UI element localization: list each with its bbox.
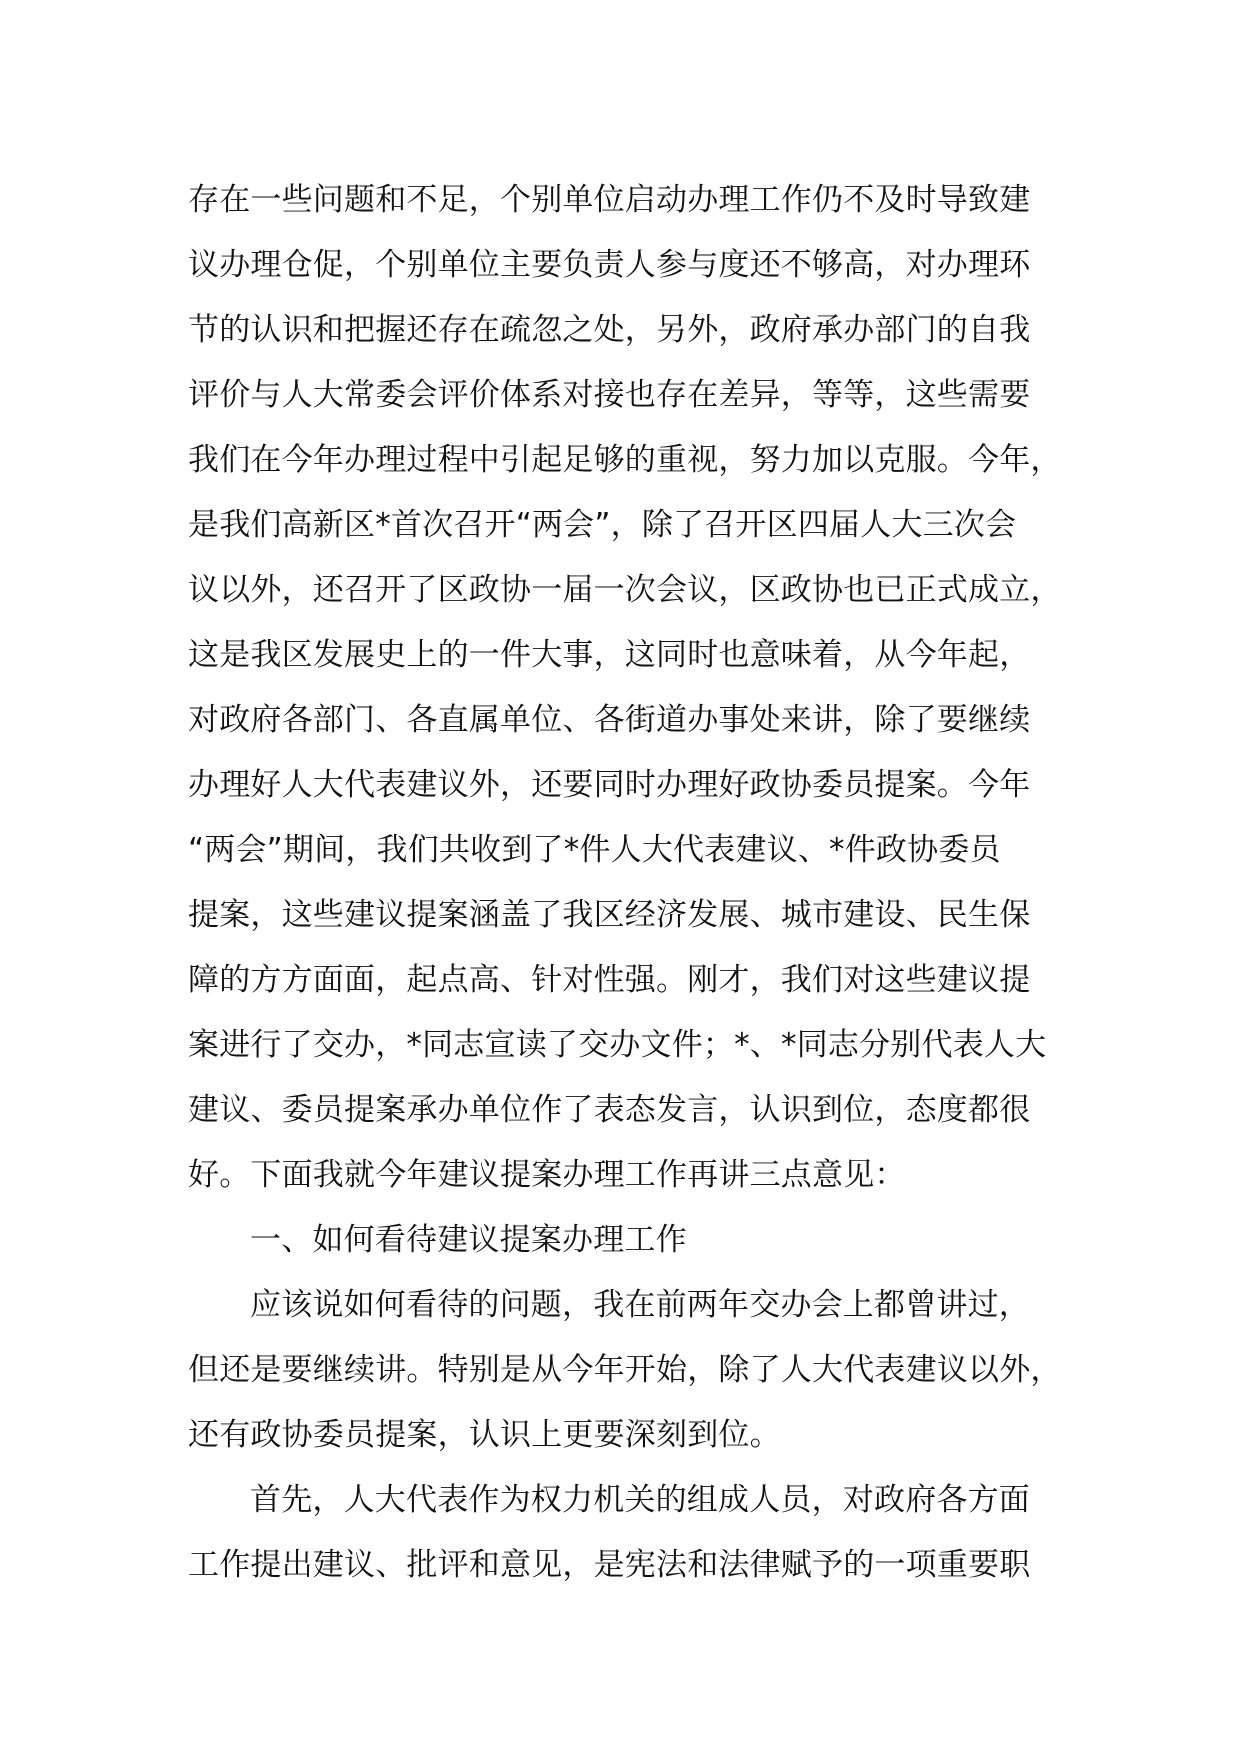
text-line: 首先，人大代表作为权力机关的组成人员，对政府各方面 — [250, 1482, 1030, 1518]
text-line: 是我们高新区*首次召开“两会”，除了召开区四届人大三次会 — [188, 507, 1017, 543]
text-line: 还有政协委员提案，认识上更要深刻到位。 — [188, 1417, 781, 1453]
text-line: 议以外，还召开了区政协一届一次会议，区政协也已正式成立， — [188, 572, 1062, 608]
text-line: 这是我区发展史上的一件大事，这同时也意味着，从今年起， — [188, 637, 1031, 673]
text-line: 评价与人大常委会评价体系对接也存在差异，等等，这些需要 — [188, 377, 1031, 413]
text-line: 工作提出建议、批评和意见，是宪法和法律赋予的一项重要职 — [188, 1547, 1031, 1583]
body-text — [188, 168, 1088, 1598]
text-line: 提案，这些建议提案涵盖了我区经济发展、城市建设、民生保 — [188, 897, 1031, 933]
text-line: 存在一些问题和不足，个别单位启动办理工作仍不及时导致建 — [188, 182, 1031, 218]
text-line: 好。下面我就今年建议提案办理工作再讲三点意见： — [188, 1157, 906, 1193]
text-line: 办理好人大代表建议外，还要同时办理好政协委员提案。今年 — [188, 767, 1031, 803]
section-heading: 一、如何看待建议提案办理工作 — [250, 1222, 687, 1258]
text-line: 对政府各部门、各直属单位、各街道办事处来讲，除了要继续 — [188, 702, 1031, 738]
text-line: 我们在今年办理过程中引起足够的重视，努力加以克服。今年， — [188, 442, 1062, 478]
text-line: 应该说如何看待的问题，我在前两年交办会上都曾讲过， — [250, 1287, 1030, 1323]
text-line: 建议、委员提案承办单位作了表态发言，认识到位，态度都很 — [188, 1092, 1031, 1128]
text-line: 案进行了交办，*同志宣读了交办文件；*、*同志分别代表人大 — [188, 1027, 1047, 1063]
text-line: “两会”期间，我们共收到了*件人大代表建议、*件政协委员 — [188, 832, 1001, 868]
text-line: 议办理仓促，个别单位主要负责人参与度还不够高，对办理环 — [188, 247, 1031, 283]
text-line: 障的方方面面，起点高、针对性强。刚才，我们对这些建议提 — [188, 962, 1031, 998]
text-line: 节的认识和把握还存在疏忽之处，另外，政府承办部门的自我 — [188, 312, 1031, 348]
text-line: 但还是要继续讲。特别是从今年开始，除了人大代表建议以外， — [188, 1352, 1062, 1388]
